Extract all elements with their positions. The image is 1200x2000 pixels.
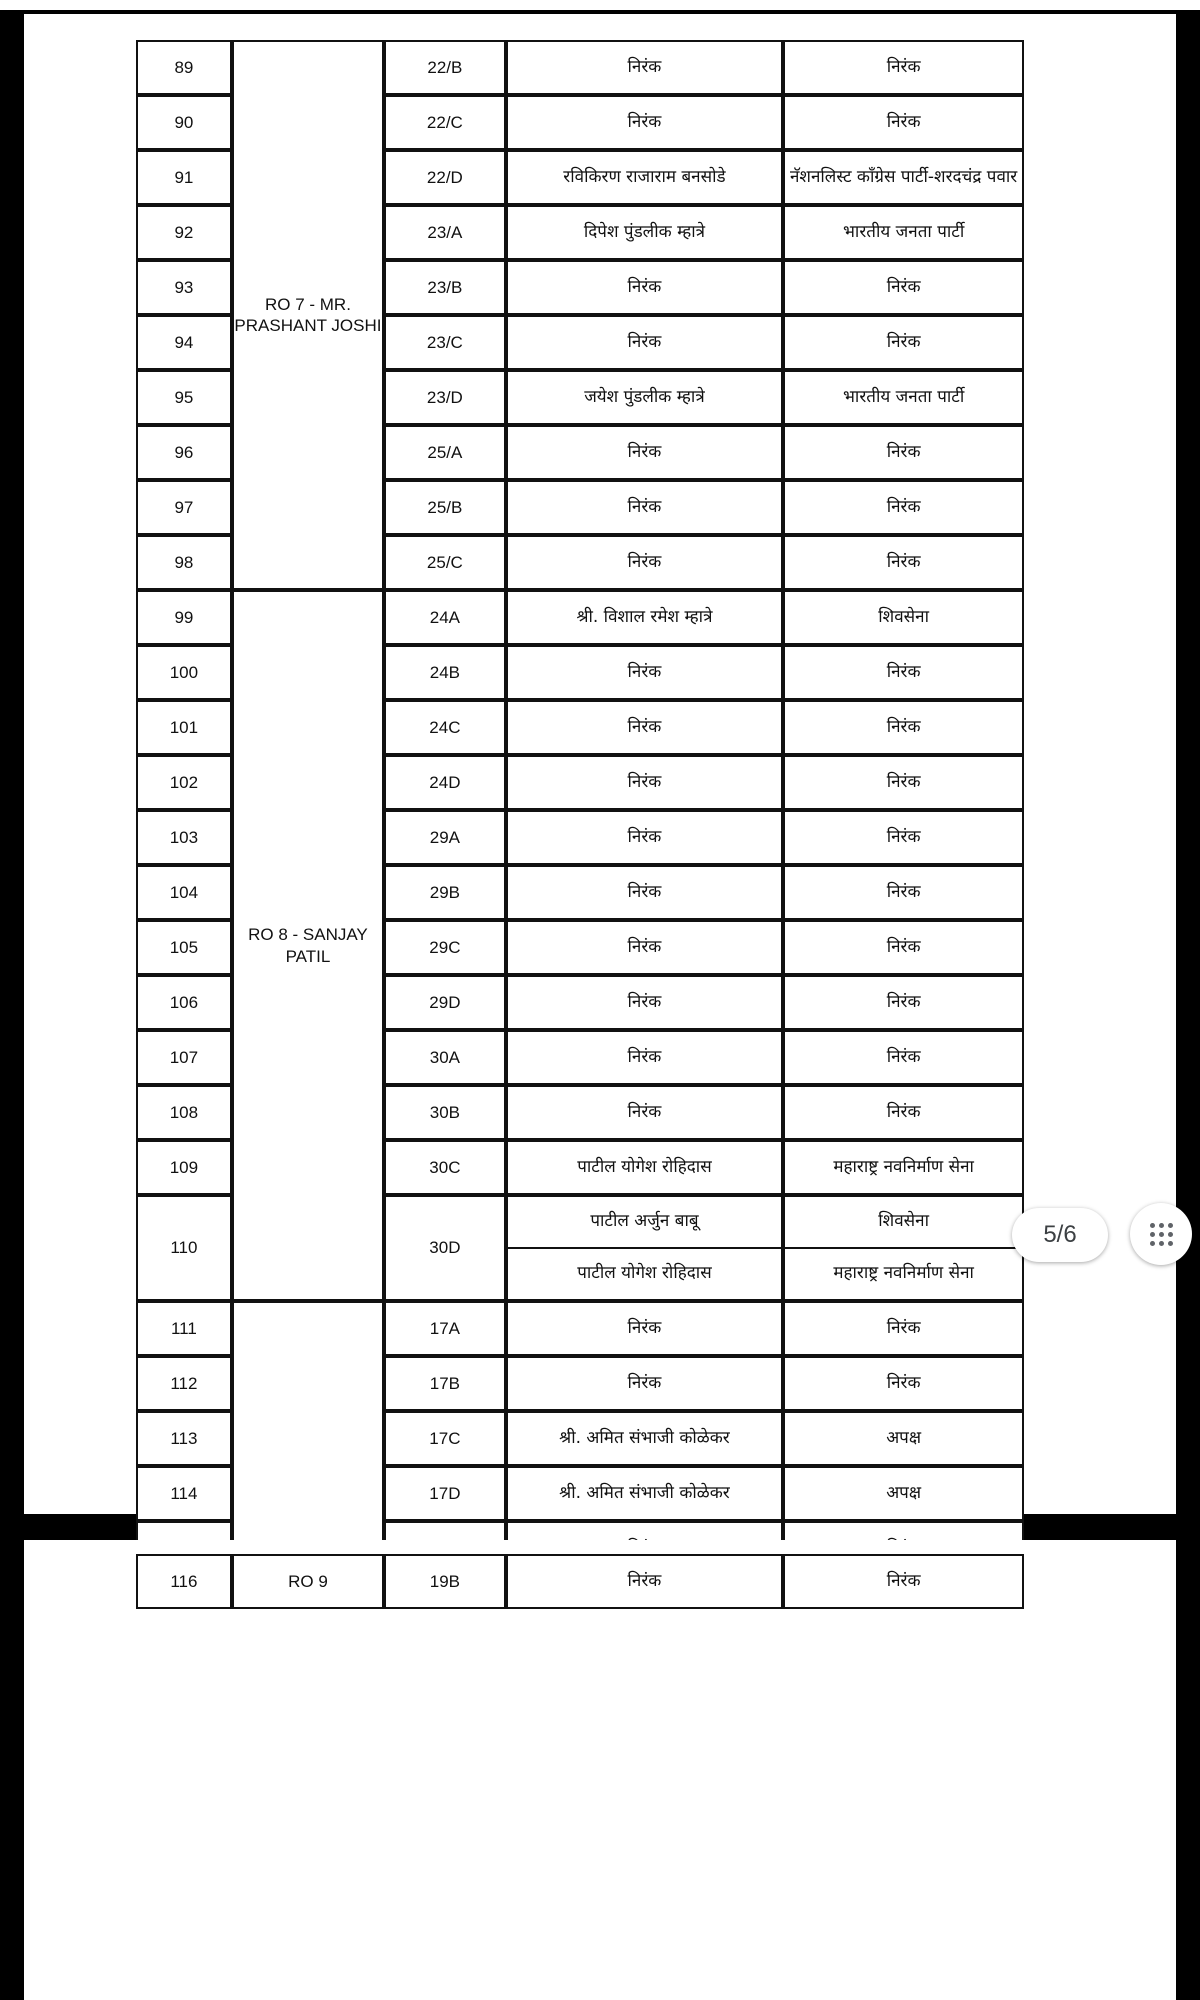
cell-ward: 19B — [384, 1554, 506, 1609]
cell-name: निरंक — [506, 40, 784, 95]
cell-sr: 92 — [136, 205, 232, 260]
cell-name: निरंक — [506, 1356, 784, 1411]
cell-sr: 108 — [136, 1085, 232, 1140]
cell-sr: 102 — [136, 755, 232, 810]
table-row — [136, 1554, 1024, 1609]
cell-name: श्री. अमित संभाजी कोळेकर — [506, 1466, 784, 1521]
cell-name: निरंक — [506, 260, 784, 315]
cell-party: अपक्ष — [783, 1411, 1024, 1466]
cell-name: श्री. विशाल रमेश म्हात्रे — [506, 590, 784, 645]
cell-ward: 17D — [384, 1466, 506, 1521]
cell-sr: 103 — [136, 810, 232, 865]
cell-name: निरंक — [506, 1030, 784, 1085]
page-indicator: 5/6 — [1012, 1208, 1108, 1262]
cell-name: रविकिरण राजाराम बनसोडे — [506, 150, 784, 205]
cell-name: निरंक — [506, 810, 784, 865]
table-row — [136, 1301, 1024, 1356]
cell-ward: 30C — [384, 1140, 506, 1195]
cell-sr: 111 — [136, 1301, 232, 1356]
cell-name: पाटील योगेश रोहिदास — [508, 1249, 782, 1299]
cell-ward: 23/A — [384, 205, 506, 260]
cell-ward: 23/D — [384, 370, 506, 425]
cell-party: भारतीय जनता पार्टी — [783, 205, 1024, 260]
cell-ward: 29B — [384, 865, 506, 920]
drag-handle-dots — [1150, 1223, 1173, 1246]
cell-ward: 29D — [384, 975, 506, 1030]
cell-ward: 23/C — [384, 315, 506, 370]
cell-ro-group-8: RO 8 - SANJAY PATIL — [232, 590, 384, 1301]
cell-ward: 24D — [384, 755, 506, 810]
cell-name: निरंक — [506, 1085, 784, 1140]
cell-party-group — [783, 1195, 1024, 1301]
candidate-table-next — [136, 1554, 1024, 1609]
cell-party: निरंक — [783, 260, 1024, 315]
cell-ro-group-blank — [232, 1301, 384, 1576]
cell-party: निरंक — [783, 975, 1024, 1030]
cell-party: शिवसेना — [783, 590, 1024, 645]
cell-sr: 104 — [136, 865, 232, 920]
cell-party: निरंक — [783, 315, 1024, 370]
cell-name: निरंक — [506, 1301, 784, 1356]
cell-sr: 93 — [136, 260, 232, 315]
cell-ward: 30A — [384, 1030, 506, 1085]
cell-ro-group-9: RO 9 — [232, 1554, 384, 1609]
cell-ward: 24A — [384, 590, 506, 645]
cell-sr: 98 — [136, 535, 232, 590]
cell-sr: 100 — [136, 645, 232, 700]
cell-sr: 99 — [136, 590, 232, 645]
cell-party: निरंक — [783, 1301, 1024, 1356]
cell-party: निरंक — [783, 755, 1024, 810]
cell-name: निरंक — [506, 480, 784, 535]
cell-party: महाराष्ट्र नवनिर्माण सेना — [785, 1249, 1022, 1299]
cell-name: पाटील योगेश रोहिदास — [506, 1140, 784, 1195]
cell-sr: 109 — [136, 1140, 232, 1195]
candidate-table — [136, 40, 1024, 1576]
cell-ward: 17A — [384, 1301, 506, 1356]
table-row — [136, 590, 1024, 645]
cell-party: महाराष्ट्र नवनिर्माण सेना — [783, 1140, 1024, 1195]
cell-party: नॅशनलिस्ट काँग्रेस पार्टी-शरदचंद्र पवार — [783, 150, 1024, 205]
cell-ward: 29A — [384, 810, 506, 865]
drag-handle-icon[interactable] — [1130, 1203, 1192, 1265]
cell-ro-group-7: RO 7 - MR. PRASHANT JOSHI — [232, 40, 384, 590]
cell-name: जयेश पुंडलीक म्हात्रे — [506, 370, 784, 425]
document-page-5 — [24, 14, 1176, 1514]
cell-sr: 114 — [136, 1466, 232, 1521]
cell-ward: 23/B — [384, 260, 506, 315]
cell-sr: 113 — [136, 1411, 232, 1466]
viewer-top-strip — [0, 0, 1200, 10]
cell-party: शिवसेना — [785, 1197, 1022, 1249]
cell-sr: 97 — [136, 480, 232, 535]
cell-name: निरंक — [506, 700, 784, 755]
cell-party: निरंक — [783, 1356, 1024, 1411]
cell-name: निरंक — [506, 645, 784, 700]
cell-sr: 95 — [136, 370, 232, 425]
cell-ward: 25/B — [384, 480, 506, 535]
cell-sr: 91 — [136, 150, 232, 205]
cell-name: निरंक — [506, 95, 784, 150]
cell-party: अपक्ष — [783, 1466, 1024, 1521]
cell-ward: 30B — [384, 1085, 506, 1140]
cell-sr: 106 — [136, 975, 232, 1030]
cell-party: निरंक — [783, 95, 1024, 150]
cell-party: निरंक — [783, 865, 1024, 920]
cell-name: निरंक — [506, 755, 784, 810]
cell-party: निरंक — [783, 700, 1024, 755]
cell-party: निरंक — [783, 1085, 1024, 1140]
cell-sr: 105 — [136, 920, 232, 975]
cell-ward: 24C — [384, 700, 506, 755]
cell-name: दिपेश पुंडलीक म्हात्रे — [506, 205, 784, 260]
cell-sr: 107 — [136, 1030, 232, 1085]
cell-sr: 101 — [136, 700, 232, 755]
cell-sr: 112 — [136, 1356, 232, 1411]
cell-name: निरंक — [506, 1554, 784, 1609]
document-page-6 — [24, 1540, 1176, 2000]
cell-ward: 22/D — [384, 150, 506, 205]
table-row — [136, 40, 1024, 95]
cell-party: निरंक — [783, 920, 1024, 975]
cell-sr: 90 — [136, 95, 232, 150]
cell-ward: 30D — [384, 1195, 506, 1301]
cell-name-group — [506, 1195, 784, 1301]
cell-name: निरंक — [506, 315, 784, 370]
cell-party: निरंक — [783, 1030, 1024, 1085]
cell-party: निरंक — [783, 535, 1024, 590]
cell-party: निरंक — [783, 425, 1024, 480]
cell-ward: 29C — [384, 920, 506, 975]
cell-name: निरंक — [506, 425, 784, 480]
cell-ward: 17C — [384, 1411, 506, 1466]
cell-sr: 89 — [136, 40, 232, 95]
cell-name: निरंक — [506, 535, 784, 590]
cell-name: निरंक — [506, 920, 784, 975]
cell-ward: 22/C — [384, 95, 506, 150]
cell-name: निरंक — [506, 975, 784, 1030]
cell-party: निरंक — [783, 480, 1024, 535]
cell-party: निरंक — [783, 810, 1024, 865]
cell-ward: 25/C — [384, 535, 506, 590]
cell-sr: 110 — [136, 1195, 232, 1301]
cell-name: निरंक — [506, 865, 784, 920]
cell-sr: 94 — [136, 315, 232, 370]
cell-ward: 25/A — [384, 425, 506, 480]
cell-ward: 24B — [384, 645, 506, 700]
cell-name: पाटील अर्जुन बाबू — [508, 1197, 782, 1249]
cell-name: श्री. अमित संभाजी कोळेकर — [506, 1411, 784, 1466]
cell-sr: 96 — [136, 425, 232, 480]
cell-party: निरंक — [783, 645, 1024, 700]
cell-sr: 116 — [136, 1554, 232, 1609]
cell-party: भारतीय जनता पार्टी — [783, 370, 1024, 425]
cell-ward: 22/B — [384, 40, 506, 95]
cell-party: निरंक — [783, 1554, 1024, 1609]
cell-party: निरंक — [783, 40, 1024, 95]
cell-ward: 17B — [384, 1356, 506, 1411]
